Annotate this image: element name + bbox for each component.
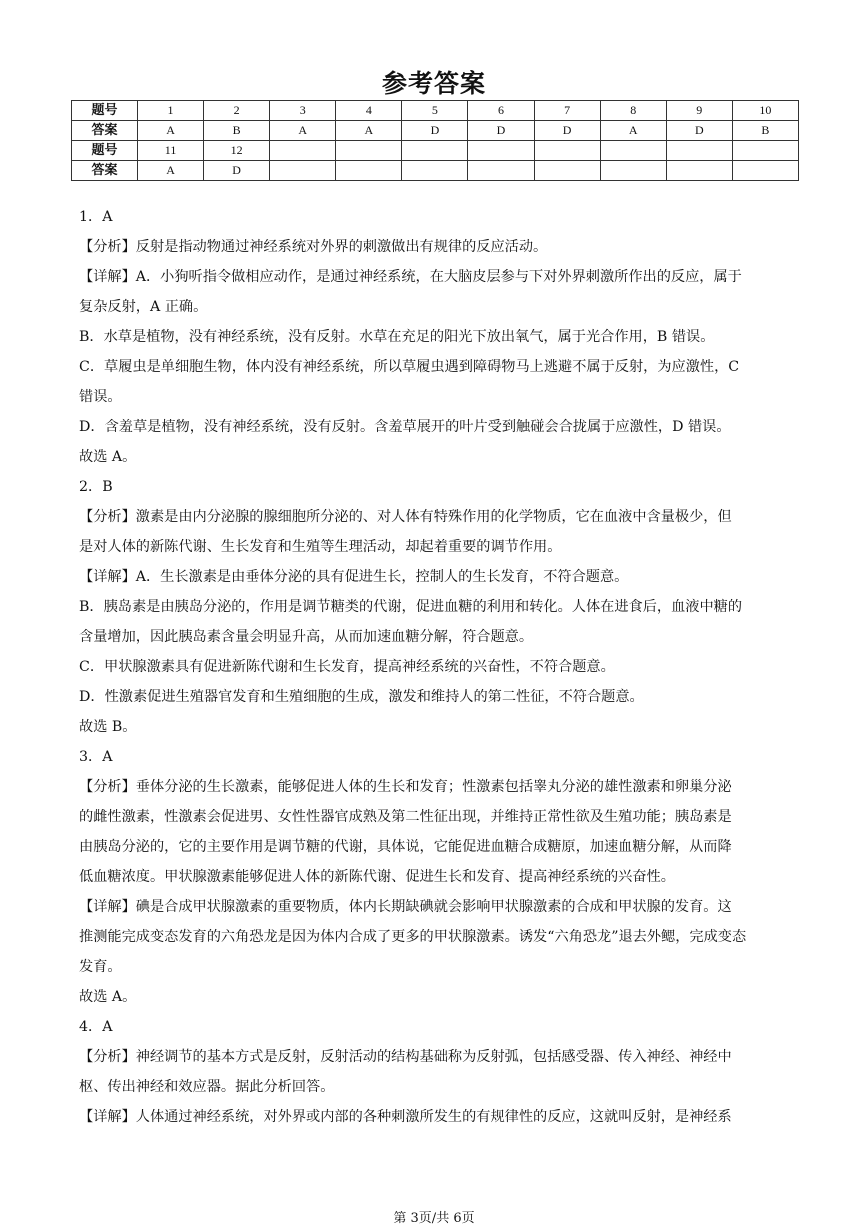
text-line: 【详解】碘是合成甲状腺激素的重要物质，体内长期缺碘就会影响甲状腺激素的合成和甲状腺的发育。这 [79, 899, 732, 915]
table-cell: D [468, 121, 534, 141]
text-line: C．草履虫是单细胞生物，体内没有神经系统，所以草履虫遇到障碍物马上逃避不属于反射，为应激性，C [79, 359, 740, 375]
table-cell [732, 141, 798, 161]
table-cell: 8 [600, 101, 666, 121]
text-line: 4．A [79, 1019, 113, 1035]
row-header: 题号 [72, 101, 138, 121]
text-line: 2．B [79, 479, 113, 495]
text-line: 含量增加，因此胰岛素含量会明显升高，从而加速血糖分解，符合题意。 [79, 629, 534, 645]
table-cell: B [732, 121, 798, 141]
answer-explanations [79, 202, 791, 1132]
answer-table-row [72, 141, 799, 161]
text-line: 故选 A。 [79, 989, 137, 1005]
table-cell [402, 141, 468, 161]
text-line: 错误。 [79, 389, 122, 405]
text-line: 【分析】垂体分泌的生长激素，能够促进人体的生长和发育；性激素包括睾丸分泌的雄性激素和卵巢分泌 [79, 779, 732, 795]
table-cell [270, 161, 336, 181]
table-cell: 6 [468, 101, 534, 121]
text-line: 故选 B。 [79, 719, 137, 735]
text-line: 枢、传出神经和效应器。据此分析回答。 [79, 1079, 335, 1095]
table-cell [666, 141, 732, 161]
text-line: B．胰岛素是由胰岛分泌的，作用是调节糖类的代谢，促进血糖的利用和转化。人体在进食后，血液中糖的 [79, 599, 743, 615]
text-line: 3．A [79, 749, 113, 765]
text-line: C．甲状腺激素具有促进新陈代谢和生长发育，提高神经系统的兴奋性，不符合题意。 [79, 659, 615, 675]
table-cell: 10 [732, 101, 798, 121]
table-cell [336, 161, 402, 181]
answer-table-row [72, 161, 799, 181]
text-line: 【详解】人体通过神经系统，对外界或内部的各种刺激所发生的有规律性的反应，这就叫反射，是神经系 [79, 1109, 732, 1125]
answer-table-row [72, 101, 799, 121]
text-line: D．性激素促进生殖器官发育和生殖细胞的生成，激发和维持人的第二性征，不符合题意。 [79, 689, 644, 705]
table-cell [402, 161, 468, 181]
table-cell: 3 [270, 101, 336, 121]
table-cell: B [204, 121, 270, 141]
table-cell: A [336, 121, 402, 141]
text-line: 故选 A。 [79, 449, 137, 465]
table-cell: D [402, 121, 468, 141]
text-line: D．含羞草是植物，没有神经系统，没有反射。含羞草展开的叶片受到触碰会合拢属于应激性，D 错误。 [79, 419, 731, 435]
answer-table-row [72, 121, 799, 141]
table-cell: 2 [204, 101, 270, 121]
table-cell: D [666, 121, 732, 141]
text-line: 推测能完成变态发育的六角恐龙是因为体内合成了更多的甲状腺激素。诱发“六角恐龙”退去外鳃，完成变态 [79, 929, 747, 945]
table-cell [468, 141, 534, 161]
table-cell: A [600, 121, 666, 141]
row-header: 答案 [72, 121, 138, 141]
text-line: 1．A [79, 209, 113, 225]
table-cell: 1 [138, 101, 204, 121]
table-cell: 5 [402, 101, 468, 121]
table-cell [534, 141, 600, 161]
table-cell: 9 [666, 101, 732, 121]
text-line: 由胰岛分泌的，它的主要作用是调节糖的代谢，具体说，它能促进血糖合成糖原，加速血糖分解，从而降 [79, 839, 732, 855]
text-line: 低血糖浓度。甲状腺激素能够促进人体的新陈代谢、促进生长和发育、提高神经系统的兴奋性。 [79, 869, 675, 885]
table-cell [534, 161, 600, 181]
text-line: 【分析】激素是由内分泌腺的腺细胞所分泌的、对人体有特殊作用的化学物质，它在血液中含量极少，但 [79, 509, 732, 525]
row-header: 答案 [72, 161, 138, 181]
text-line: B．水草是植物，没有神经系统，没有反射。水草在充足的阳光下放出氧气，属于光合作用，B 错误。 [79, 329, 715, 345]
table-cell [270, 141, 336, 161]
page-footer: 第 3页/共 6页 [393, 1211, 475, 1226]
table-cell: A [270, 121, 336, 141]
table-cell [600, 161, 666, 181]
table-cell: D [534, 121, 600, 141]
row-header: 题号 [72, 141, 138, 161]
text-line: 【分析】反射是指动物通过神经系统对外界的刺激做出有规律的反应活动。 [79, 239, 548, 255]
page-title: 参考答案 [381, 69, 486, 98]
text-line: 复杂反射，A 正确。 [79, 299, 208, 315]
text-line: 【分析】神经调节的基本方式是反射，反射活动的结构基础称为反射弧，包括感受器、传入神经、神经中 [79, 1049, 732, 1065]
table-cell: D [204, 161, 270, 181]
table-cell: 12 [204, 141, 270, 161]
text-line: 发育。 [79, 959, 122, 975]
text-line: 是对人体的新陈代谢、生长发育和生殖等生理活动，却起着重要的调节作用。 [79, 539, 562, 555]
table-cell [600, 141, 666, 161]
table-cell [336, 141, 402, 161]
answer-table [71, 100, 799, 181]
table-cell [666, 161, 732, 181]
table-cell: A [138, 161, 204, 181]
table-cell: 11 [138, 141, 204, 161]
text-line: 【详解】A．小狗听指令做相应动作，是通过神经系统，在大脑皮层参与下对外界刺激所作出的反应，属于 [79, 269, 742, 285]
table-cell [732, 161, 798, 181]
table-cell: A [138, 121, 204, 141]
table-cell: 7 [534, 101, 600, 121]
table-cell: 4 [336, 101, 402, 121]
text-line: 【详解】A．生长激素是由垂体分泌的具有促进生长，控制人的生长发育，不符合题意。 [79, 569, 629, 585]
table-cell [468, 161, 534, 181]
text-line: 的雌性激素，性激素会促进男、女性性器官成熟及第二性征出现，并维持正常性欲及生殖功能；胰岛素是 [79, 809, 732, 825]
